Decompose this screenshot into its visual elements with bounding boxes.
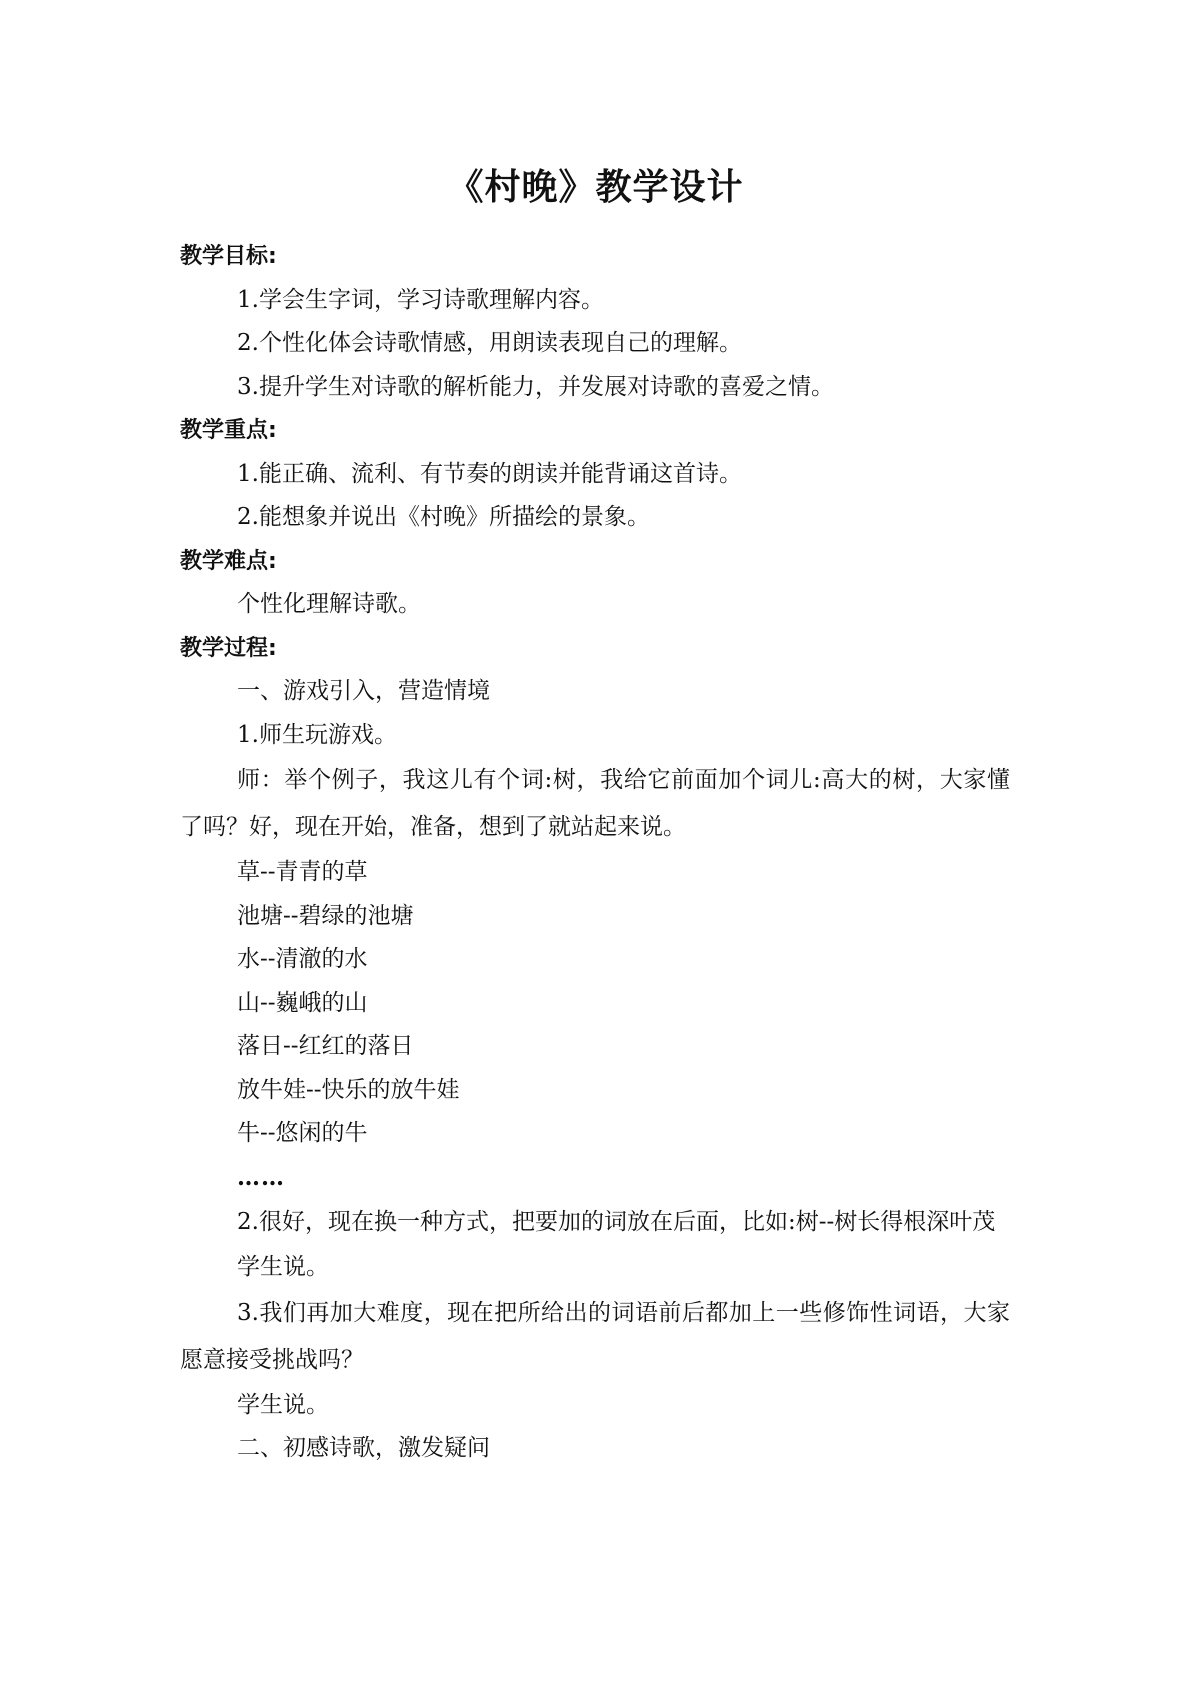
process-section-2: 二、初感诗歌，激发疑问 xyxy=(237,1435,490,1461)
process-step-1: 1.师生玩游戏。 xyxy=(237,721,397,748)
process-heading: 教学过程: xyxy=(180,635,277,661)
difficulties-heading: 教学难点: xyxy=(180,548,277,574)
key-point-item: 2.能想象并说出《村晚》所描绘的景象。 xyxy=(237,504,650,530)
ellipsis: …… xyxy=(237,1163,285,1191)
example-item: 草--青青的草 xyxy=(237,859,368,885)
objective-item: 2.个性化体会诗歌情感，用朗读表现自己的理解。 xyxy=(237,330,742,356)
process-step-2: 2.很好，现在换一种方式，把要加的词放在后面，比如:树--树长得根深叶茂 xyxy=(237,1209,996,1235)
objective-item: 3.提升学生对诗歌的解析能力，并发展对诗歌的喜爱之情。 xyxy=(237,373,834,400)
difficulty-item: 个性化理解诗歌。 xyxy=(237,591,421,617)
example-item: 池塘--碧绿的池塘 xyxy=(237,902,414,929)
objective-item: 1.学会生字词，学习诗歌理解内容。 xyxy=(237,286,604,313)
teacher-paragraph: 师：举个例子，我这儿有个词:树，我给它前面加个词儿:高大的树，大家懂了吗？好，现在开始，准备，想到了就站起来说。 xyxy=(180,767,1010,840)
example-item: 牛--悠闲的牛 xyxy=(237,1120,368,1146)
example-item: 落日--红红的落日 xyxy=(237,1033,414,1059)
example-item: 放牛娃--快乐的放牛娃 xyxy=(237,1076,460,1103)
example-item: 水--清澈的水 xyxy=(237,946,368,972)
process-section-1: 一、游戏引入，营造情境 xyxy=(237,678,490,704)
student-says: 学生说。 xyxy=(237,1254,329,1280)
objectives-heading: 教学目标: xyxy=(180,244,277,269)
document-title: 《村晚》教学设计 xyxy=(447,167,744,208)
document-body xyxy=(180,235,1010,1471)
key-point-item: 1.能正确、流利、有节奏的朗读并能背诵这首诗。 xyxy=(237,460,742,487)
key-points-heading: 教学重点: xyxy=(180,418,277,443)
process-step-3: 3.我们再加大难度，现在把所给出的词语前后都加上一些修饰性词语，大家愿意接受挑战吗？ xyxy=(180,1299,1010,1373)
student-says: 学生说。 xyxy=(237,1391,329,1418)
example-item: 山--巍峨的山 xyxy=(237,989,368,1016)
